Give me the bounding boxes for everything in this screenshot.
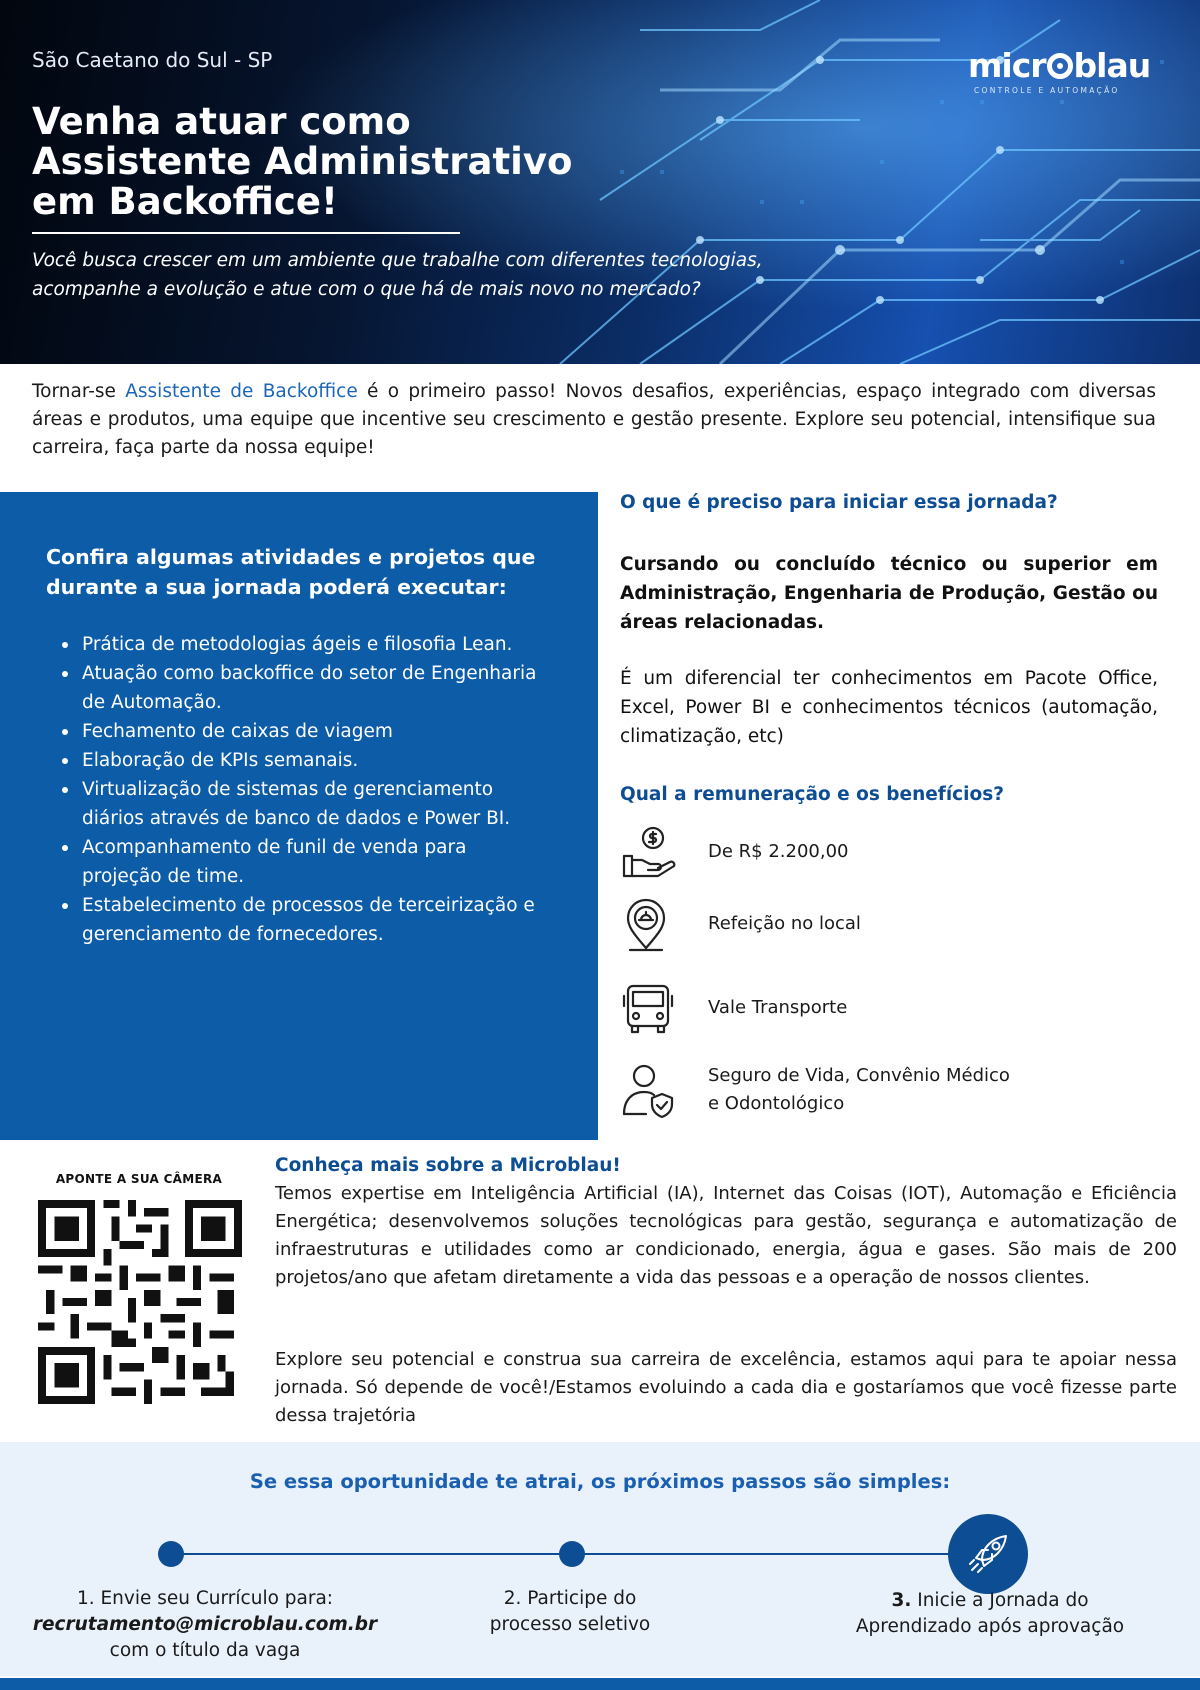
logo-subtitle: CONTROLE E AUTOMAÇÃO [974, 86, 1120, 95]
step-2-line: processo seletivo [489, 1614, 651, 1635]
list-item: Estabelecimento de processos de terceirização e gerenciamento de fornecedores. [82, 891, 542, 949]
rocket-icon [964, 1530, 1012, 1578]
benefit-transport [620, 980, 1158, 1044]
meal-location-icon [620, 896, 680, 956]
steps-heading: Se essa oportunidade te atrai, os próximos passos são simples: [249, 1470, 951, 1493]
step-3-number: 3. [891, 1590, 912, 1611]
microblau-logo [968, 48, 1160, 104]
hero-banner [0, 0, 1200, 364]
intro-after: é o primeiro passo! Novos desafios, experiências, espaço integrado com diversas áreas e produtos, uma equipe que incentive seu crescimento e gestão presente. Explore seu potencial, intensifique sua carreira, faça parte da nossa equipe! [32, 381, 1156, 458]
activities-heading: Confira algumas atividades e projetos que durante a sua jornada poderá executar: [46, 545, 536, 599]
intro-paragraph [32, 378, 1156, 462]
step-3-rocket-badge [948, 1514, 1028, 1594]
step-3-line: Aprendizado após aprovação [855, 1616, 1125, 1637]
benefit-insurance [620, 1062, 1158, 1126]
list-item: Fechamento de caixas de viagem [82, 717, 542, 746]
intro-highlight: Assistente de Backoffice [125, 381, 358, 402]
footer-bar [0, 1678, 1200, 1690]
bus-icon [620, 980, 680, 1040]
requirements-question: O que é preciso para iniciar essa jornada? [620, 492, 1058, 513]
benefits-question: Qual a remuneração e os benefícios? [620, 784, 1004, 805]
insured-person-icon [620, 1062, 680, 1122]
about-text-2: Explore seu potencial e construa sua carreira de excelência, estamos aqui para te apoiar nessa jornada. Só depende de você!/Estamos evoluindo a cada dia e gostaríamos que você fizesse parte dessa trajetória [275, 1349, 1177, 1426]
qr-label: APONTE A SUA CÂMERA [55, 1172, 223, 1186]
list-item: Acompanhamento de funil de venda para projeção de time. [82, 833, 542, 891]
benefit-meal-text: Refeição no local [708, 913, 861, 934]
list-item: Virtualização de sistemas de gerenciamento diários através de banco de dados e Power BI. [82, 775, 542, 833]
logo-ring-icon [1047, 53, 1073, 79]
step-2-dot [559, 1541, 585, 1567]
list-item: Atuação como backoffice do setor de Engenharia de Automação. [82, 659, 542, 717]
step-2-line: 2. Participe do [503, 1588, 637, 1609]
logo-text-start: micr [968, 46, 1046, 85]
benefit-salary-text: De R$ 2.200,00 [708, 841, 849, 862]
title-divider [32, 232, 460, 234]
benefit-transport-text: Vale Transporte [708, 997, 848, 1018]
differential-text: É um diferencial ter conhecimentos em Pacote Office, Excel, Power BI e conhecimentos técnicos (automação, climatização, etc) [620, 668, 1158, 747]
about-title: Conheça mais sobre a Microblau! [275, 1155, 621, 1176]
activities-list [82, 630, 542, 949]
qr-code[interactable] [38, 1198, 242, 1406]
benefit-insurance-text [708, 1062, 1010, 1118]
step-3-line1: Inicie a Jornada do [911, 1590, 1089, 1611]
benefit-insurance-line: Seguro de Vida, Convênio Médico [708, 1065, 1010, 1086]
intro-before: Tornar-se [32, 381, 126, 402]
step-3-line [810, 1588, 1170, 1614]
salary-hand-icon [620, 824, 680, 884]
title-line: Assistente Administrativo [32, 140, 573, 183]
title-line: Venha atuar como [32, 100, 411, 143]
hero-tagline: Você busca crescer em um ambiente que trabalhe com diferentes tecnologias, acompanhe a evolução e atue com o que há de mais novo no mercado? [32, 250, 763, 300]
list-item: Prática de metodologias ágeis e filosofia Lean. [82, 630, 542, 659]
benefit-insurance-line: e Odontológico [708, 1093, 845, 1114]
recruitment-email[interactable]: recrutamento@microblau.com.br [32, 1614, 378, 1635]
benefit-salary [620, 824, 1158, 888]
step-1-line: com o título da vaga [109, 1640, 301, 1661]
activities-panel [0, 492, 598, 1140]
next-steps-section [0, 1442, 1200, 1676]
benefit-meal [620, 896, 1158, 960]
step-1-line: 1. Envie seu Currículo para: [76, 1588, 334, 1609]
step-1-text [10, 1586, 400, 1664]
step-2-text [430, 1586, 710, 1638]
step-3-text [810, 1588, 1170, 1640]
location-label: São Caetano do Sul - SP [32, 48, 273, 72]
title-line: em Backoffice! [32, 180, 338, 223]
list-item: Elaboração de KPIs semanais. [82, 746, 542, 775]
requirements-text: Cursando ou concluído técnico ou superior em Administração, Engenharia de Produção, Gestão ou áreas relacionadas. [620, 554, 1158, 633]
page-title [32, 102, 652, 222]
step-1-dot [158, 1541, 184, 1567]
logo-text-end: blau [1073, 46, 1151, 85]
about-text: Temos expertise em Inteligência Artificial (IA), Internet das Coisas (IOT), Automação e Eficiência Energética; desenvolvemos soluções tecnológicas para gestão, segurança e automatização de infraestruturas e utilidades como ar condicionado, energia, água e gases. São mais de 200 projetos/ano que afetam diretamente a vida das pessoas e a operação de nossos clientes. [275, 1183, 1177, 1288]
